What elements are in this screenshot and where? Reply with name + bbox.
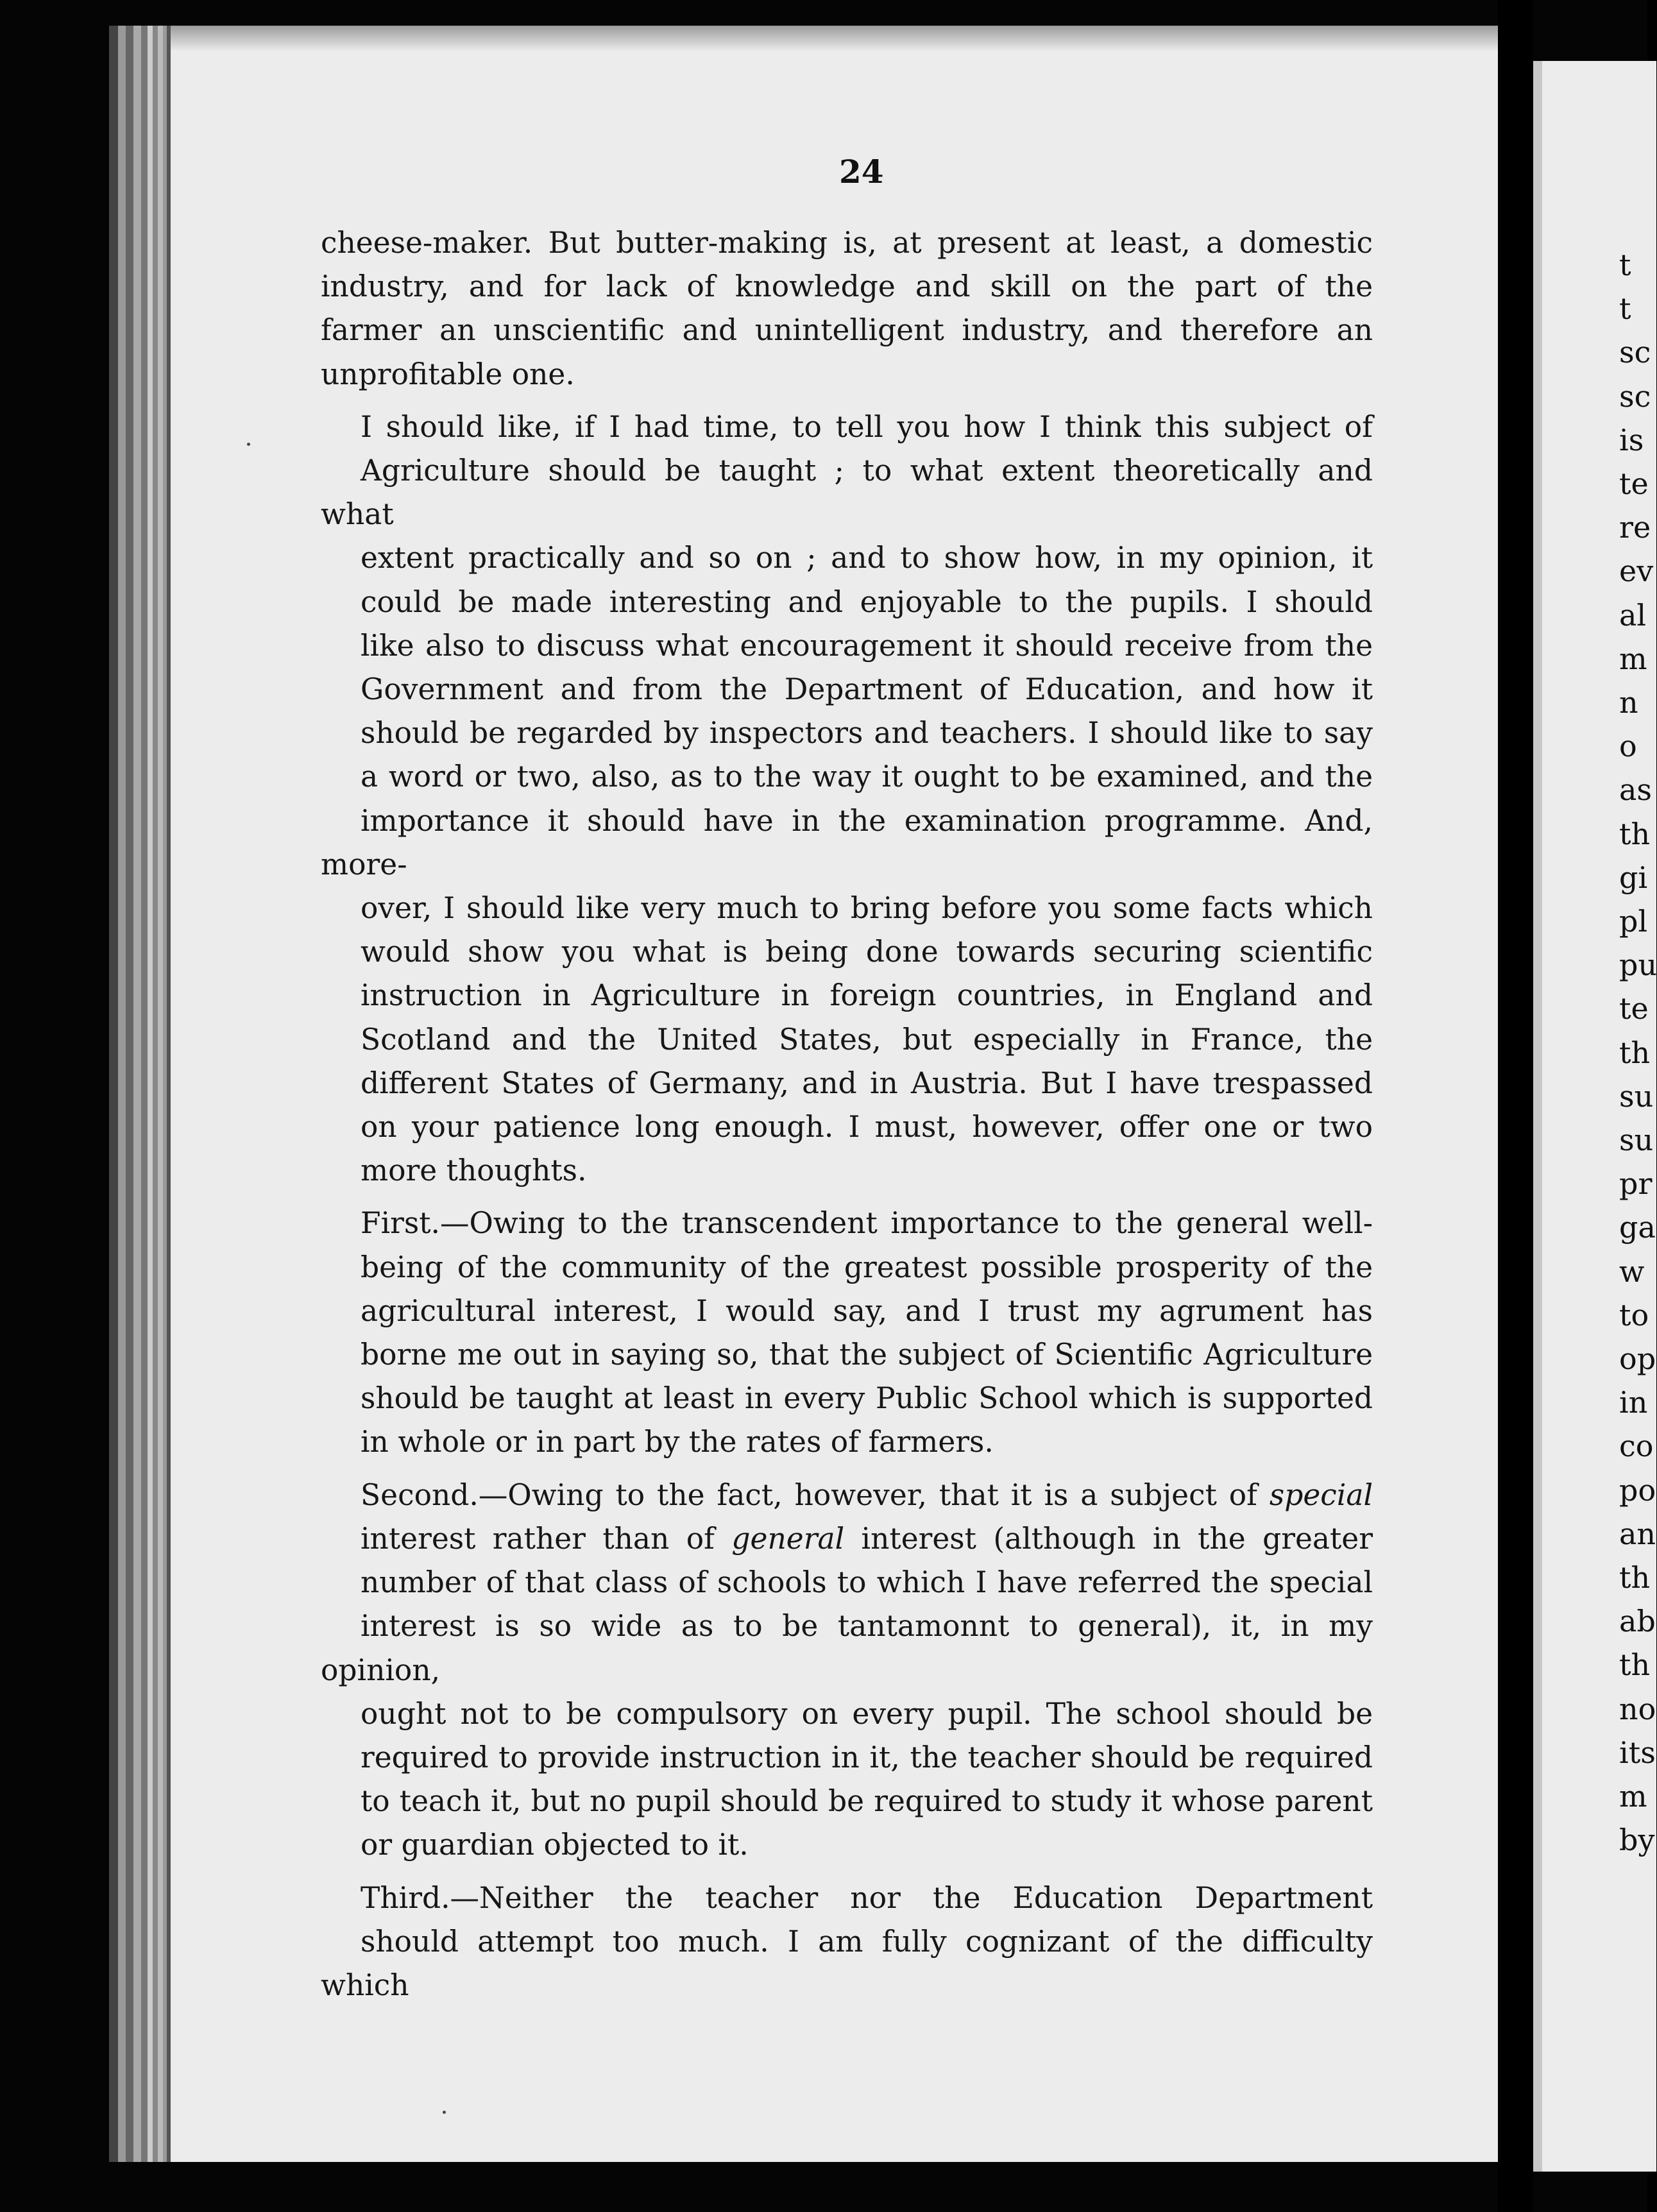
text-line: agricultural interest, I would say, and I trust my agrument has: [361, 1293, 1373, 1328]
facing-page-fragment: th: [1619, 1560, 1651, 1595]
text-line: unprofitable one.: [321, 357, 575, 391]
text-line: Third.—Neither the teacher nor the Education Department: [361, 1880, 1373, 1915]
text-line: over, I should like very much to bring before you some facts which: [361, 891, 1373, 926]
text-line: required to provide instruction in it, the teacher should be required: [361, 1740, 1373, 1774]
facing-page-fragment: m: [1619, 1779, 1647, 1814]
facing-page-edge: [1533, 61, 1656, 2172]
facing-page-fragment: in: [1619, 1385, 1648, 1420]
text-line: should be regarded by inspectors and teachers. I should like to say: [361, 716, 1373, 751]
facing-page-fragment: su: [1619, 1123, 1654, 1157]
facing-page-fragment: is: [1619, 422, 1644, 457]
facing-page-fragment: ab: [1619, 1604, 1656, 1639]
facing-page-fragment: sc: [1619, 379, 1651, 414]
facing-page-fragment: n: [1619, 685, 1638, 720]
facing-page-fragment: pu: [1619, 948, 1657, 983]
text-line: interest is so wide as to be tantamonnt to general), it, in my opinion,: [321, 1609, 1373, 1687]
page-body-text: [321, 221, 1373, 2016]
text-line: industry, and for lack of knowledge and skill on the part of the: [321, 269, 1373, 304]
facing-page-fragment: t: [1619, 291, 1631, 327]
text-line: should be taught at least in every Public School which is supported: [361, 1381, 1373, 1416]
scan-speck: [443, 2111, 446, 2114]
scan-speck: [247, 443, 250, 446]
facing-page-fragment: co: [1619, 1429, 1654, 1464]
facing-page-fragment: w: [1619, 1254, 1645, 1289]
paragraph: [321, 221, 1373, 396]
facing-page-fragment: pr: [1619, 1166, 1653, 1202]
text-line: would show you what is being done towards securing scientific: [361, 935, 1373, 969]
text-line: in whole or in part by the rates of farmers.: [361, 1425, 994, 1459]
text-line: importance it should have in the examination programme. And, more-: [321, 803, 1373, 881]
paragraph: [321, 1474, 1373, 1867]
facing-page-fragment: th: [1619, 816, 1651, 851]
text-line: instruction in Agriculture in foreign countries, in England and: [361, 978, 1373, 1013]
text-line: First.—Owing to the transcendent importance to the general well-: [361, 1206, 1373, 1241]
text-line: a word or two, also, as to the way it ought to be examined, and the: [361, 760, 1373, 794]
facing-page-fragment: ev: [1619, 554, 1654, 589]
facing-page-fragment: op: [1619, 1341, 1656, 1376]
facing-page-fragment: ga: [1619, 1210, 1656, 1245]
paragraph: [321, 405, 1373, 1193]
facing-page-fragment: te: [1619, 466, 1649, 501]
text-line: ought not to be compulsory on every pupil. The school should be: [361, 1696, 1373, 1731]
text-line: cheese-maker. But butter-making is, at present at least, a domestic: [321, 226, 1373, 260]
text-line: more thoughts.: [361, 1153, 587, 1188]
facing-page-fragment: its: [1619, 1735, 1656, 1770]
facing-page-fragment: m: [1619, 641, 1647, 676]
facing-page-fragment: gi: [1619, 860, 1648, 895]
page-number: 24: [839, 153, 884, 191]
text-line: Second.—Owing to the fact, however, that it is a subject of special: [361, 1477, 1373, 1512]
facing-page-fragment: re: [1619, 510, 1651, 545]
facing-page-fragment: as: [1619, 772, 1653, 808]
facing-page-fragment: by: [1619, 1823, 1655, 1858]
text-line: like also to discuss what encouragement it should receive from the: [361, 628, 1373, 663]
facing-page-fragment: t: [1619, 248, 1631, 282]
facing-page-fragment: pl: [1619, 904, 1648, 939]
facing-page-fragment: te: [1619, 991, 1649, 1026]
text-line: to teach it, but no pupil should be required to study it whose parent: [361, 1784, 1373, 1819]
facing-page-fragment: o: [1619, 729, 1637, 764]
text-line: interest rather than of general interest (although in the greater: [361, 1521, 1373, 1556]
book-gutter: [1498, 0, 1533, 2212]
text-line: being of the community of the greatest possible prosperity of the: [361, 1250, 1373, 1284]
facing-page-fragment: po: [1619, 1472, 1656, 1508]
paragraph: [321, 1876, 1373, 2008]
text-line: number of that class of schools to which I have referred the special: [361, 1565, 1373, 1600]
text-line: Agriculture should be taught ; to what extent theoretically and what: [321, 454, 1373, 532]
text-line: could be made interesting and enjoyable to the pupils. I should: [361, 584, 1373, 619]
text-line: farmer an unscientific and unintelligent industry, and therefore an: [321, 313, 1373, 348]
facing-page-fragment: th: [1619, 1035, 1651, 1070]
text-line: Government and from the Department of Education, and how it: [361, 672, 1373, 707]
facing-page-fragment: to: [1619, 1297, 1649, 1332]
text-line: Scotland and the United States, but especially in France, the: [361, 1022, 1373, 1057]
facing-page-fragment: an: [1619, 1516, 1656, 1551]
text-line: borne me out in saying so, that the subject of Scientific Agriculture: [361, 1338, 1373, 1372]
facing-page-fragment: th: [1619, 1647, 1651, 1683]
facing-page-fragment: al: [1619, 597, 1647, 633]
facing-page-fragment: sc: [1619, 335, 1651, 370]
text-line: I should like, if I had time, to tell you how I think this subject of: [361, 409, 1373, 444]
text-line: or guardian objected to it.: [361, 1828, 749, 1862]
facing-page-fragment: su: [1619, 1078, 1654, 1114]
text-line: on your patience long enough. I must, however, offer one or two: [361, 1110, 1373, 1144]
text-line: should attempt too much. I am fully cognizant of the difficulty which: [321, 1924, 1373, 2002]
text-line: different States of Germany, and in Austria. But I have trespassed: [361, 1066, 1373, 1100]
facing-page-fragment: no: [1619, 1691, 1656, 1726]
text-line: extent practically and so on ; and to show how, in my opinion, it: [361, 541, 1373, 575]
paragraph: [321, 1202, 1373, 1464]
